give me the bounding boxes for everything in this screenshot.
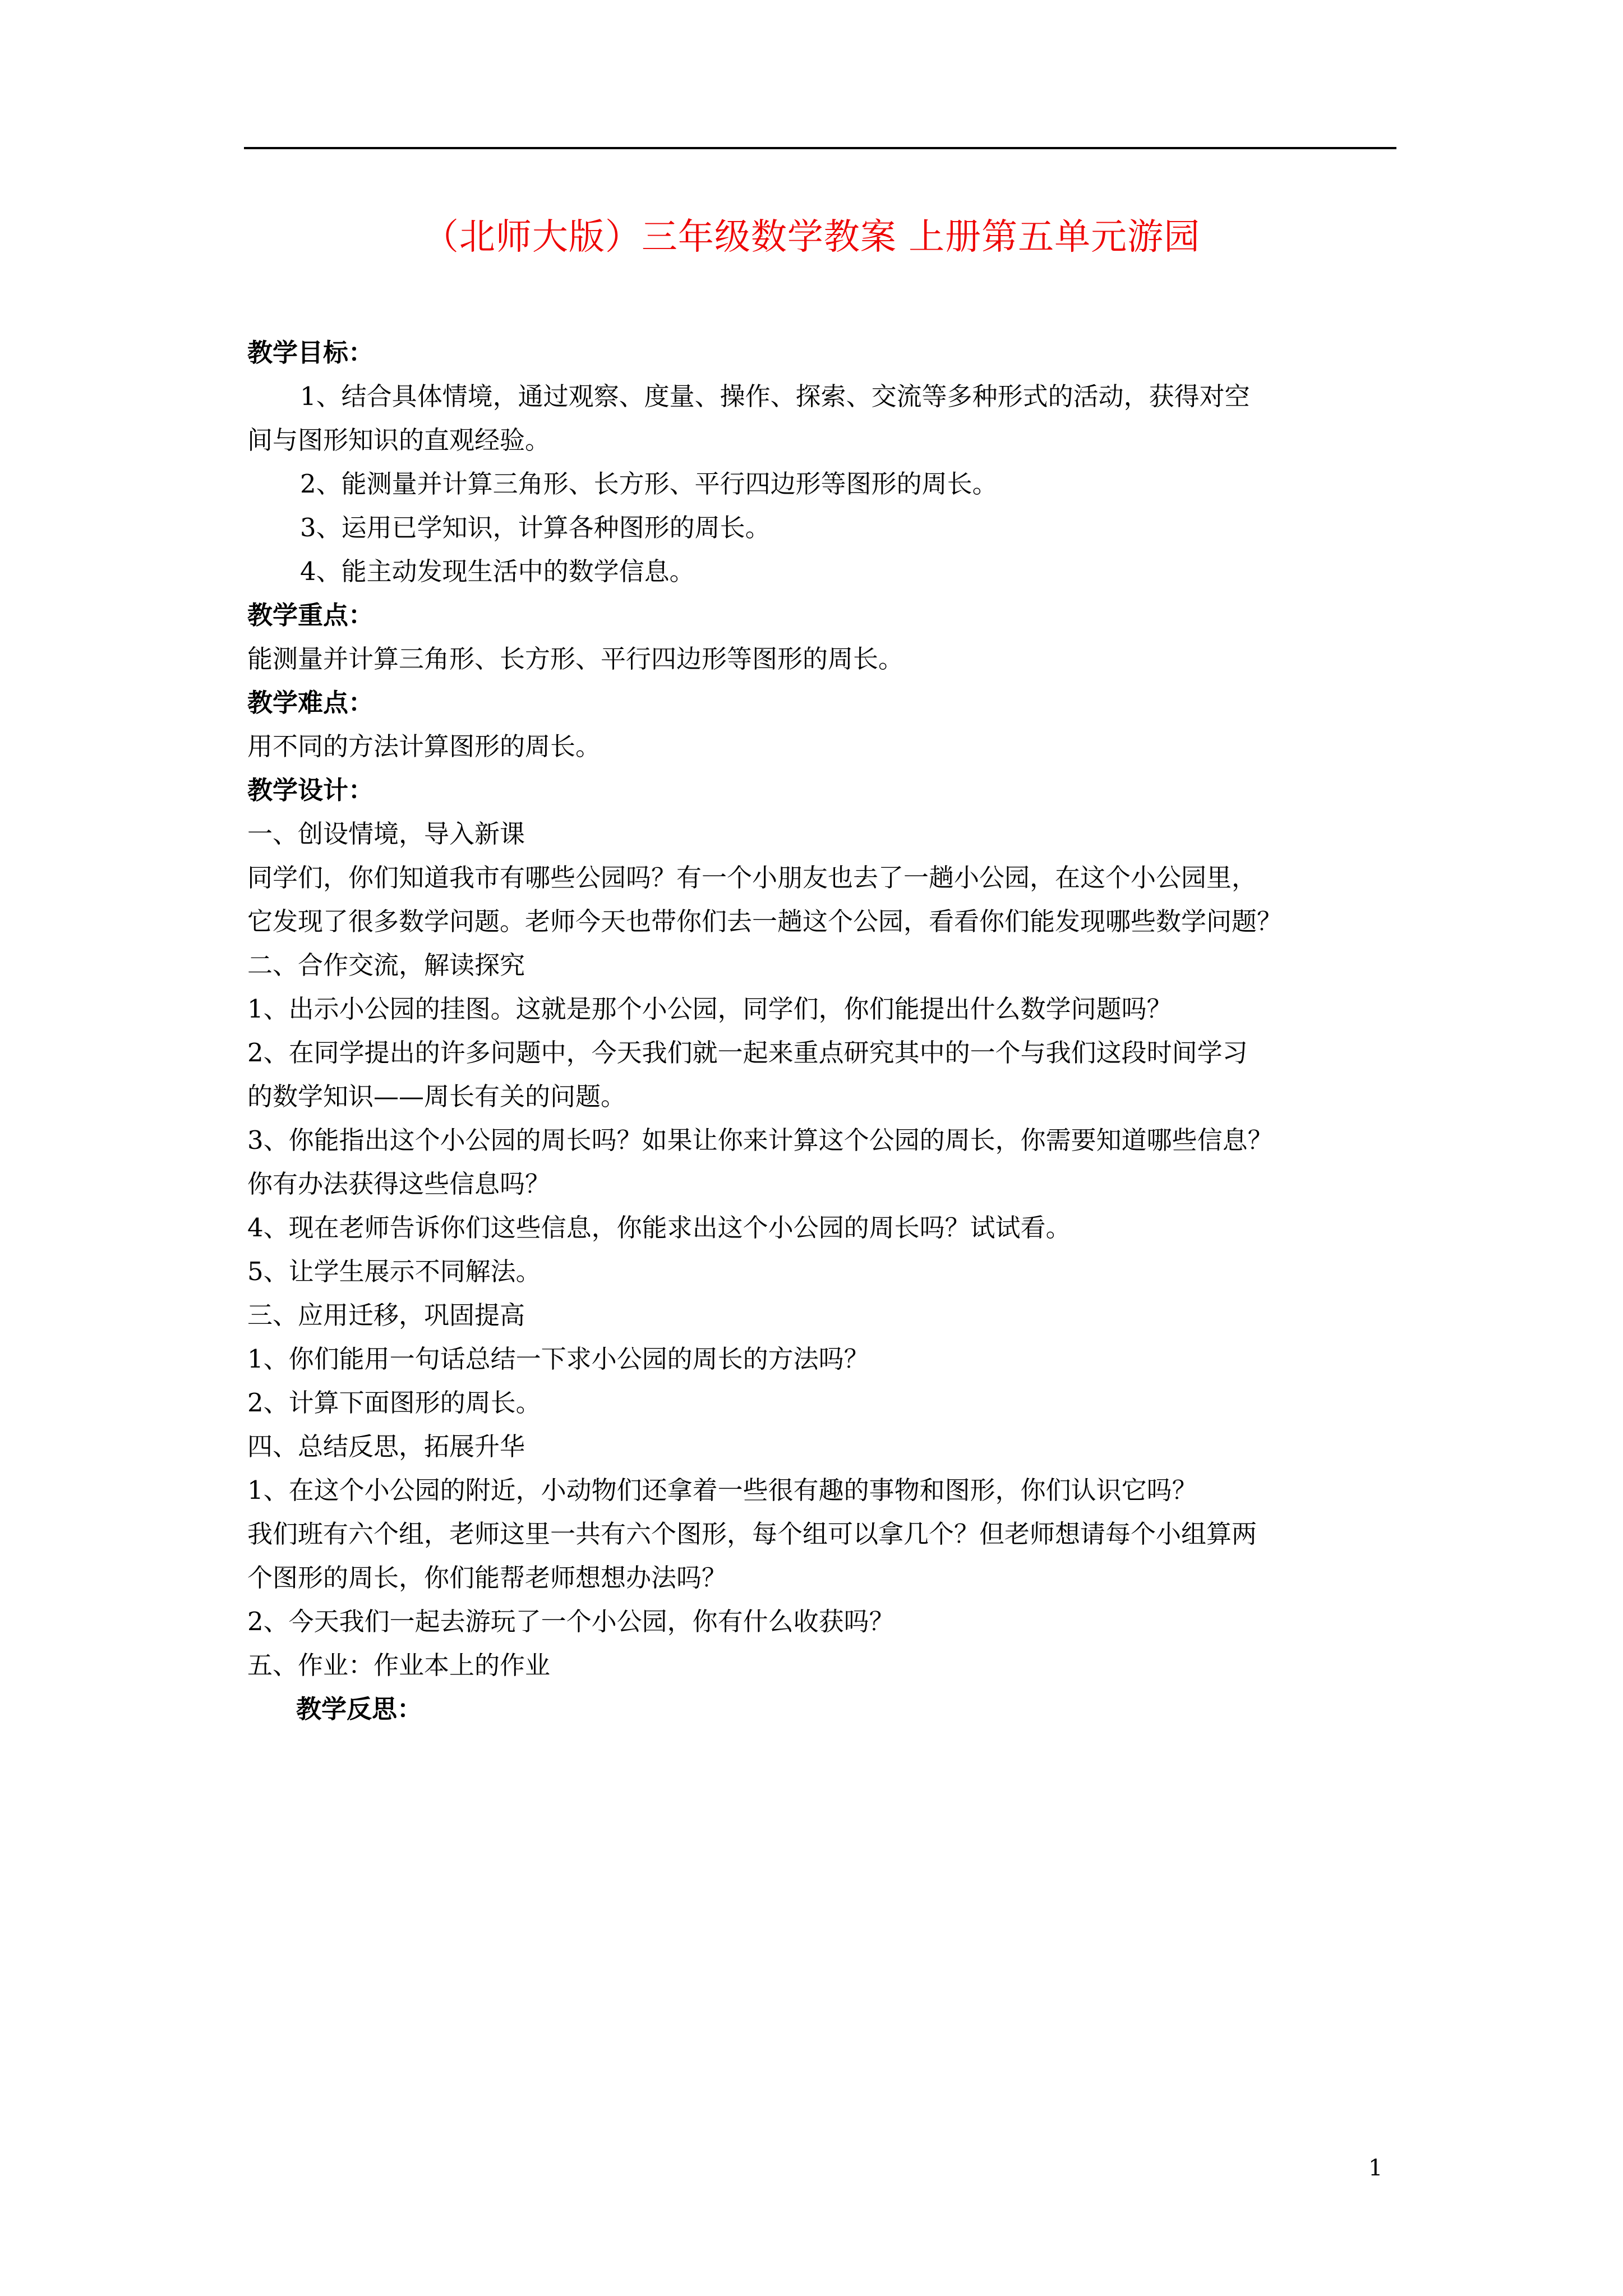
section-2-item-5: 5、让学生展示不同解法。 xyxy=(247,1257,541,1286)
section-4-item-1: 1、在这个小公园的附近，小动物们还拿着一些很有趣的事物和图形，你们认识它吗？ xyxy=(247,1475,1197,1505)
objective-item-1-continued: 间与图形知识的直观经验。 xyxy=(247,425,551,455)
document-title: （北师大版）三年级数学教案 上册第五单元游园 xyxy=(422,217,1201,258)
section-4-title: 四、总结反思，拓展升华 xyxy=(247,1432,525,1461)
objectives-heading: 教学目标： xyxy=(247,338,374,367)
section-2-item-4: 4、现在老师告诉你们这些信息，你能求出这个小公园的周长吗？试试看。 xyxy=(247,1213,1071,1243)
section-2-item-3-continued: 你有办法获得这些信息吗？ xyxy=(247,1169,551,1199)
section-2-title: 二、合作交流，解读探究 xyxy=(247,950,525,980)
objective-item-2: 2、能测量并计算三角形、长方形、平行四边形等图形的周长。 xyxy=(300,469,998,499)
section-1-paragraph-line-1: 同学们，你们知道我市有哪些公园吗？有一个小朋友也去了一趟小公园，在这个小公园里， xyxy=(247,863,1257,892)
section-3-item-1: 1、你们能用一句话总结一下求小公园的周长的方法吗？ xyxy=(247,1344,869,1374)
key-point-heading: 教学重点： xyxy=(247,600,374,630)
section-3-item-2: 2、计算下面图形的周长。 xyxy=(247,1388,541,1418)
header-rule xyxy=(244,147,1396,149)
objective-item-4: 4、能主动发现生活中的数学信息。 xyxy=(300,556,695,586)
section-5-title: 五、作业：作业本上的作业 xyxy=(247,1650,551,1680)
page-number: 1 xyxy=(1368,2155,1383,2181)
section-4-paragraph-line-2: 个图形的周长，你们能帮老师想想办法吗？ xyxy=(247,1563,727,1593)
reflection-heading: 教学反思： xyxy=(296,1694,423,1724)
section-2-item-2-continued: 的数学知识——周长有关的问题。 xyxy=(247,1082,626,1111)
section-4-paragraph-line-1: 我们班有六个组，老师这里一共有六个图形，每个组可以拿几个？但老师想请每个小组算两 xyxy=(247,1519,1257,1549)
difficulty-heading: 教学难点： xyxy=(247,688,374,717)
objective-item-3: 3、运用已学知识，计算各种图形的周长。 xyxy=(300,513,771,542)
section-4-item-2: 2、今天我们一起去游玩了一个小公园，你有什么收获吗？ xyxy=(247,1607,895,1636)
section-1-paragraph-line-2: 它发现了很多数学问题。老师今天也带你们去一趟这个公园，看看你们能发现哪些数学问题？ xyxy=(247,907,1283,936)
section-1-title: 一、创设情境，导入新课 xyxy=(247,819,525,849)
design-heading: 教学设计： xyxy=(247,775,374,805)
section-3-title: 三、应用迁移，巩固提高 xyxy=(247,1300,525,1330)
difficulty-text: 用不同的方法计算图形的周长。 xyxy=(247,731,601,761)
key-point-text: 能测量并计算三角形、长方形、平行四边形等图形的周长。 xyxy=(247,644,904,674)
section-2-item-1: 1、出示小公园的挂图。这就是那个小公园，同学们，你们能提出什么数学问题吗？ xyxy=(247,994,1172,1024)
objective-item-1: 1、结合具体情境，通过观察、度量、操作、探索、交流等多种形式的活动，获得对空 xyxy=(300,381,1250,411)
document-body xyxy=(247,331,1391,1731)
section-2-item-3: 3、你能指出这个小公园的周长吗？如果让你来计算这个公园的周长，你需要知道哪些信息？ xyxy=(247,1125,1273,1155)
section-2-item-2: 2、在同学提出的许多问题中，今天我们就一起来重点研究其中的一个与我们这段时间学习 xyxy=(247,1038,1248,1068)
